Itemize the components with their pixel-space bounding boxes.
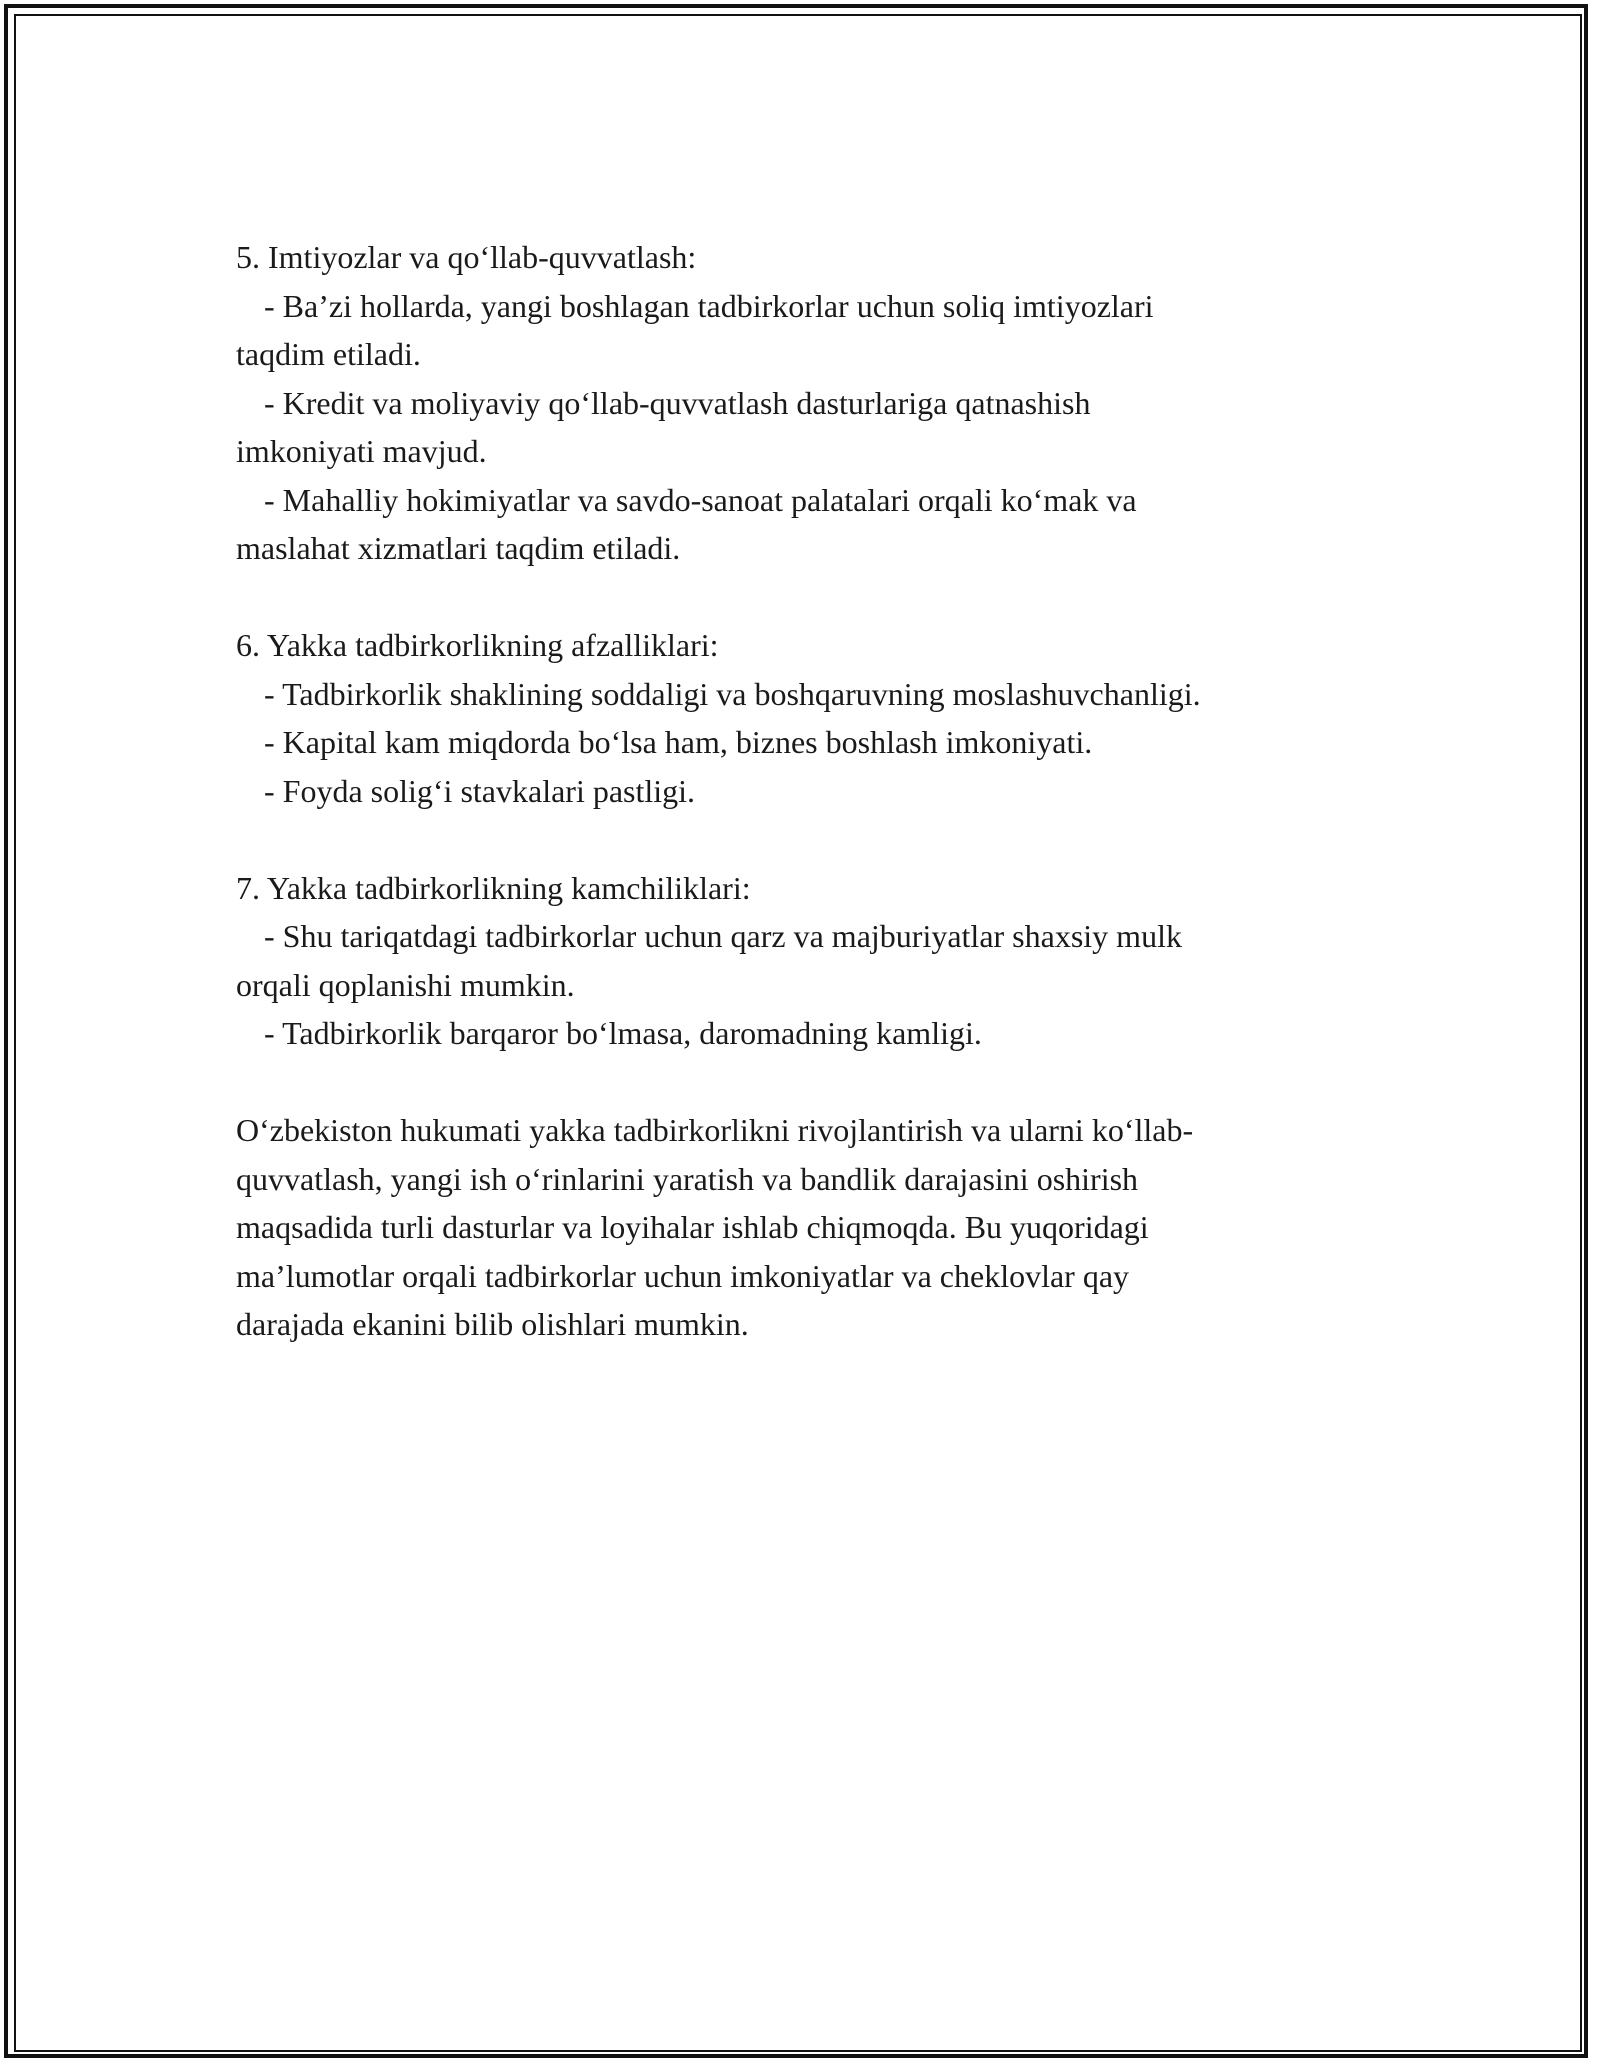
text-line: - Tadbirkorlik barqaror bo‘lmasa, daromadning kamligi. [264, 1015, 982, 1051]
text-line: darajada ekanini bilib olishlari mumkin. [236, 1306, 749, 1342]
text-line: maslahat xizmatlari taqdim etiladi. [236, 530, 681, 566]
text-line: imkoniyati mavjud. [236, 433, 487, 469]
text-line: - Ba’zi hollarda, yangi boshlagan tadbirkorlar uchun soliq imtiyozlari [264, 287, 1154, 324]
document-body [236, 233, 1376, 1397]
text-line: orqali qoplanishi mumkin. [236, 966, 575, 1003]
text-line: - Foyda solig‘i stavkalari pastligi. [264, 772, 696, 809]
text-line: - Shu tariqatdagi tadbirkorlar uchun qarz va majburiyatlar shaxsiy mulk [264, 918, 1182, 954]
section-heading: 7. Yakka tadbirkorlikning kamchiliklari: [236, 869, 751, 906]
text-line: - Kredit va moliyaviy qo‘llab-quvvatlash dasturlariga qatnashish [264, 384, 1091, 421]
text-line: quvvatlash, yangi ish o‘rinlarini yaratish va bandlik darajasini oshirish [236, 1160, 1139, 1197]
closing-paragraph [236, 1106, 1376, 1349]
text-line: maqsadida turli dasturlar va loyihalar ishlab chiqmoqda. Bu yuqoridagi [236, 1209, 1149, 1245]
text-line: taqdim etiladi. [236, 336, 421, 372]
text-line: - Tadbirkorlik shaklining soddaligi va boshqaruvning moslashuvchanligi. [264, 675, 1201, 712]
section-3 [236, 864, 1376, 1058]
section-1 [236, 233, 1376, 573]
text-line: - Mahalliy hokimiyatlar va savdo-sanoat palatalari orqali ko‘mak va [264, 481, 1137, 518]
text-line: O‘zbekiston hukumati yakka tadbirkorlikni rivojlantirish va ularni ko‘llab- [236, 1112, 1194, 1148]
text-line: - Kapital kam miqdorda bo‘lsa ham, biznes boshlash imkoniyati. [264, 724, 1093, 760]
text-line: ma’lumotlar orqali tadbirkorlar uchun imkoniyatlar va cheklovlar qay [236, 1257, 1130, 1294]
section-heading: 6. Yakka tadbirkorlikning afzalliklari: [236, 627, 719, 663]
section-2 [236, 621, 1376, 815]
section-heading: 5. Imtiyozlar va qo‘llab-quvvatlash: [236, 239, 697, 275]
